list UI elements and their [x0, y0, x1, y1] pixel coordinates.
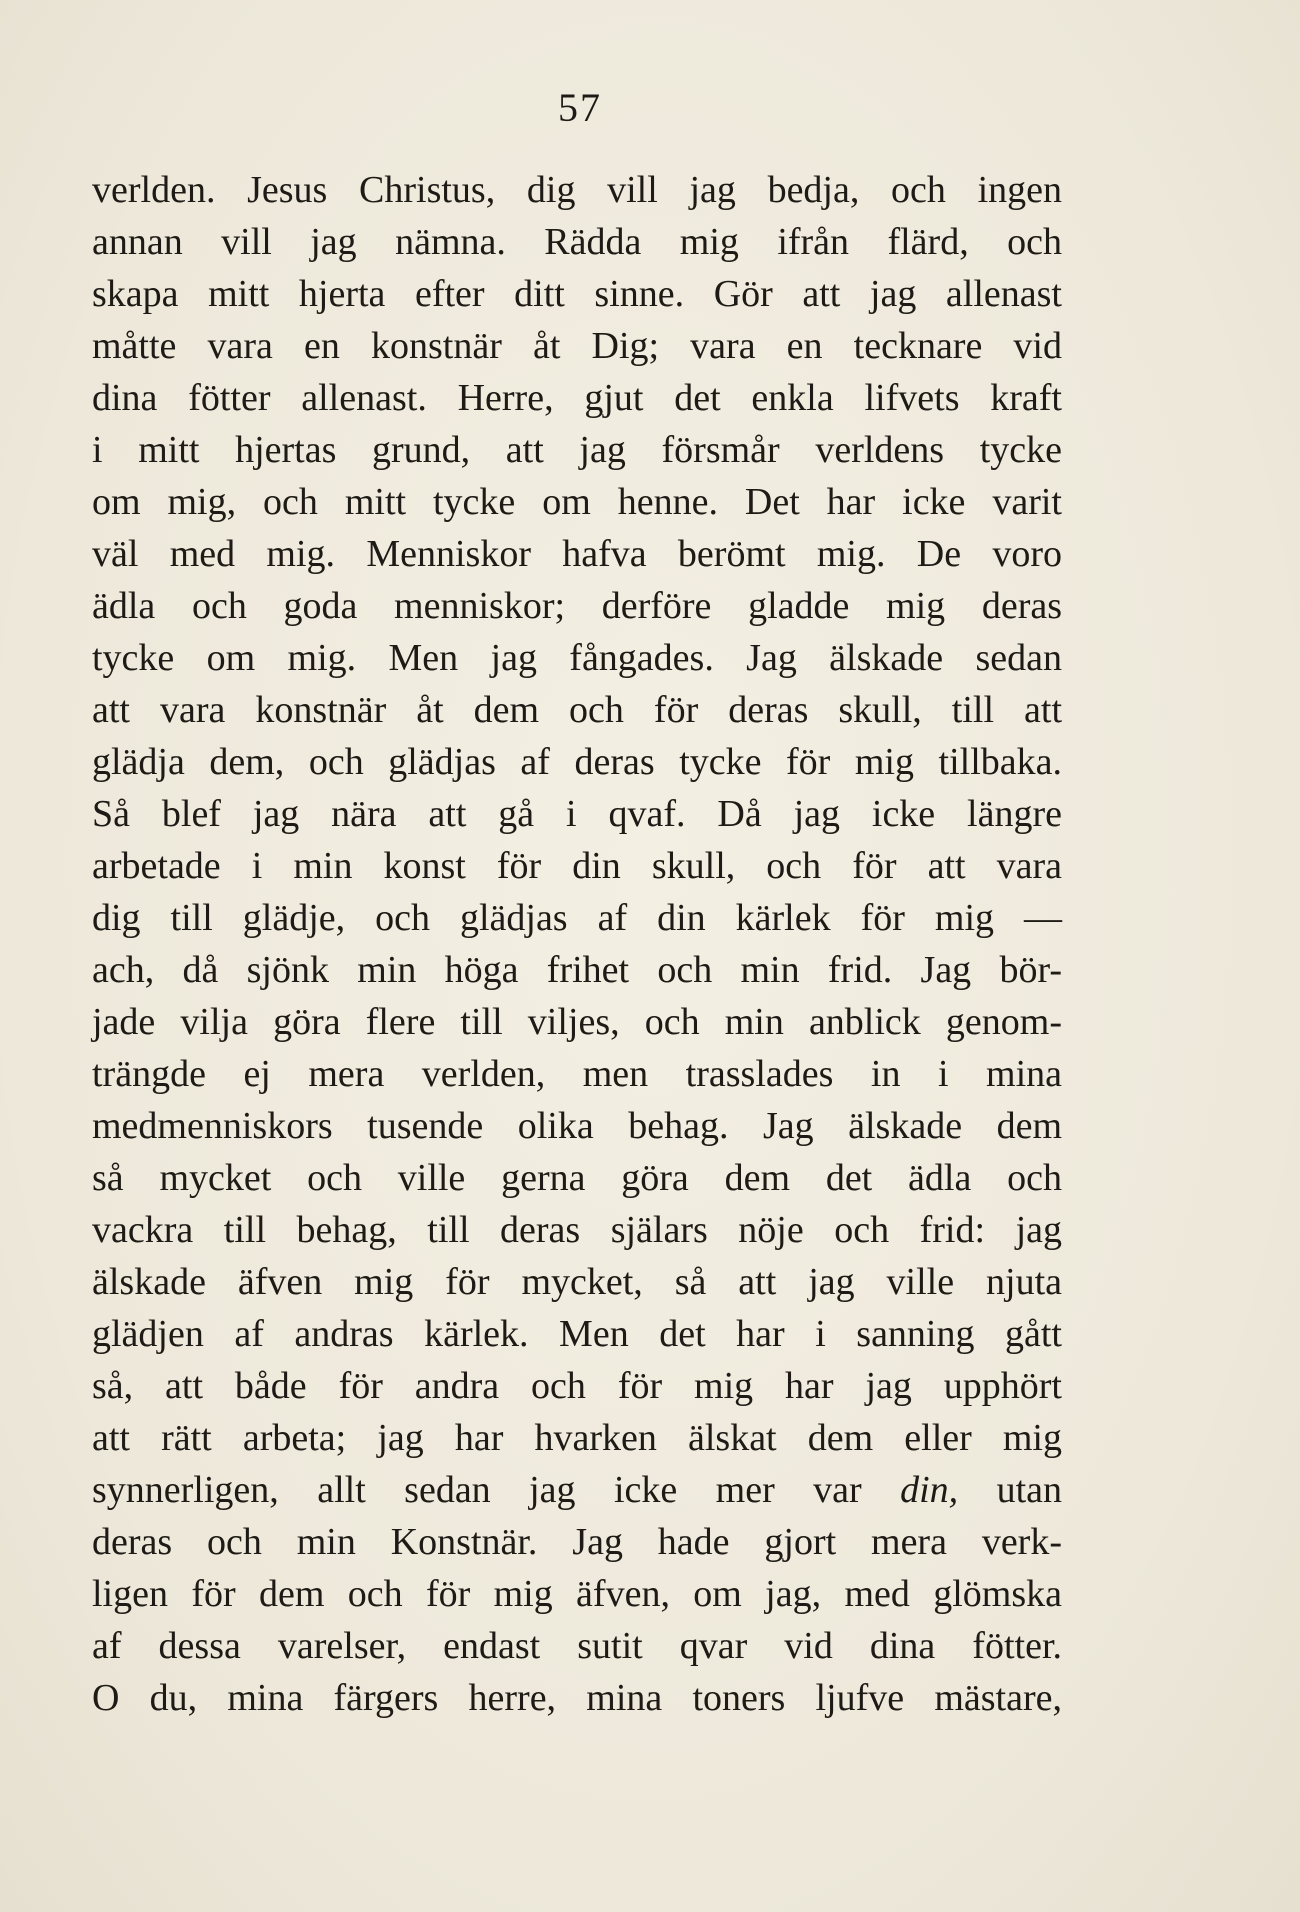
text-line-2: annan vill jag nämna. Rädda mig ifrån flärd, och	[92, 221, 1062, 263]
italic-word-din: din,	[900, 1469, 959, 1511]
text-line-29: af dessa varelser, endast sutit qvar vid dina fötter.	[92, 1625, 1062, 1667]
text-line-4: måtte vara en konstnär åt Dig; vara en tecknare vid	[92, 325, 1062, 367]
text-line-5: dina fötter allenast. Herre, gjut det enkla lifvets kraft	[92, 377, 1062, 419]
text-line-23: glädjen af andras kärlek. Men det har i sanning gått	[92, 1313, 1062, 1355]
text-line-1: verlden. Jesus Christus, dig vill jag bedja, och ingen	[92, 169, 1062, 211]
text-line-27: deras och min Konstnär. Jag hade gjort mera verk-	[92, 1521, 1062, 1563]
text-line-15: dig till glädje, och glädjas af din kärlek för mig —	[92, 897, 1062, 939]
text-line-24: så, att både för andra och för mig har jag upphört	[92, 1365, 1062, 1407]
text-line-14: arbetade i min konst för din skull, och för att vara	[92, 845, 1062, 887]
text-line-22: älskade äfven mig för mycket, så att jag ville njuta	[92, 1261, 1062, 1303]
text-line-6: i mitt hjertas grund, att jag försmår verldens tycke	[92, 429, 1062, 471]
text-line-10: tycke om mig. Men jag fångades. Jag älskade sedan	[92, 637, 1062, 679]
text-line-26-tail: utan	[996, 1469, 1063, 1511]
page-number: 57	[558, 85, 602, 130]
body-text	[92, 164, 1062, 1724]
text-line-7: om mig, och mitt tycke om henne. Det har icke varit	[92, 481, 1062, 523]
text-line-20: så mycket och ville gerna göra dem det ädla och	[92, 1157, 1062, 1199]
text-line-9: ädla och goda menniskor; derföre gladde mig deras	[92, 585, 1062, 627]
text-line-8: väl med mig. Menniskor hafva berömt mig. De voro	[92, 533, 1062, 575]
text-line-17: jade vilja göra flere till viljes, och min anblick genom-	[92, 1001, 1062, 1043]
text-line-3: skapa mitt hjerta efter ditt sinne. Gör att jag allenast	[92, 273, 1062, 315]
text-line-21: vackra till behag, till deras själars nöje och frid: jag	[92, 1209, 1062, 1251]
text-line-25: att rätt arbeta; jag har hvarken älskat dem eller mig	[92, 1417, 1062, 1459]
text-line-26-main: synnerligen, allt sedan jag icke mer var	[92, 1469, 862, 1511]
text-line-12: glädja dem, och glädjas af deras tycke för mig tillbaka.	[92, 741, 1062, 783]
text-line-11: att vara konstnär åt dem och för deras skull, till att	[92, 689, 1062, 731]
text-line-18: trängde ej mera verlden, men trasslades in i mina	[92, 1053, 1062, 1095]
text-line-30: O du, mina färgers herre, mina toners ljufve mästare,	[92, 1677, 1062, 1719]
text-line-26	[92, 1464, 1062, 1516]
text-line-13: Så blef jag nära att gå i qvaf. Då jag icke längre	[92, 793, 1062, 835]
text-line-16: ach, då sjönk min höga frihet och min frid. Jag bör-	[92, 949, 1062, 991]
text-line-28: ligen för dem och för mig äfven, om jag, med glömska	[92, 1573, 1062, 1615]
text-line-19: medmenniskors tusende olika behag. Jag älskade dem	[92, 1105, 1062, 1147]
